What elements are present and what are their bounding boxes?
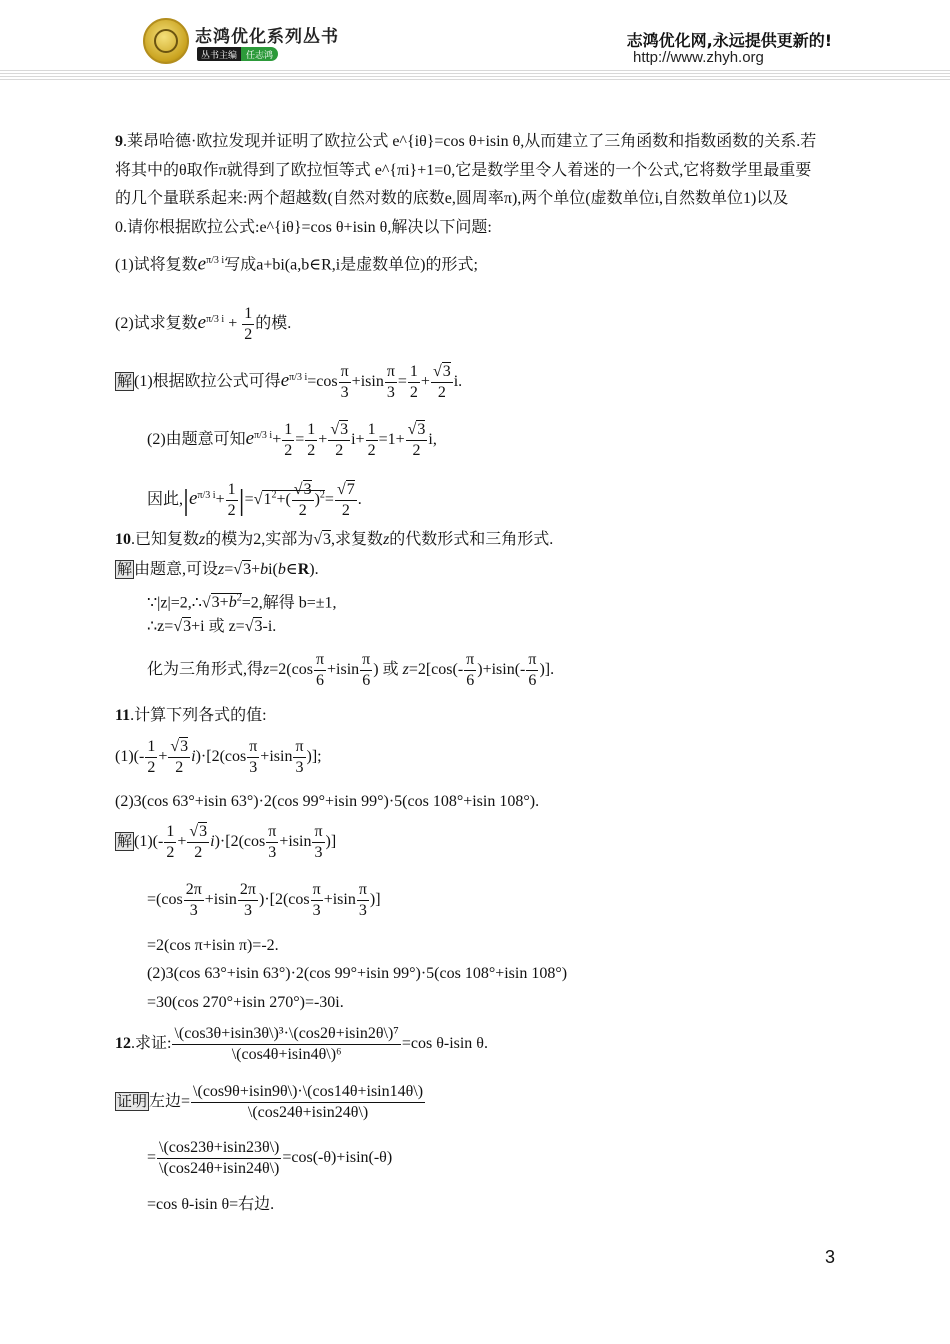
p12-proof1 xyxy=(115,1082,426,1123)
p10-s4-prefix: 化为三角形式,得 xyxy=(147,661,264,679)
p10-s2-prefix: ∵|z|=2,∴ xyxy=(147,594,202,612)
p9-stem-line1 xyxy=(115,132,816,152)
p10-stem-c: ,求复数 xyxy=(331,531,384,548)
editor-bar xyxy=(197,47,292,61)
p12-s2-suffix: =cos(-θ)+isin(-θ) xyxy=(282,1149,393,1167)
solution-label: 解 xyxy=(117,560,133,578)
p12-stem-fraction: $\frac{\text{\textbackslash{}(cos3θ+isin3θ\textbackslash{})³·\textbackslash{}(cos2θ+isin2θ\textbackslash{})⁷}}{\text{\textbackslash{}(cos4θ+isin4θ\textbackslash{})⁶}}$ xyxy=(174,1025,399,1063)
p11-solution1: 解 (1)(- $\frac{1}{2}$ + $\frac{√3}{2}$ i)·[2(cos $\frac{\pi}{3}$ +isin $\frac{\pi}{3}$ )] xyxy=(117,823,337,861)
site-slogan: 志鸿优化网,永远提供更新的! xyxy=(626,31,832,50)
p10-stem-b: 的模为2,实部为 xyxy=(205,531,314,548)
p9-question1: (1)试将复数$e^{\pi/3 i}$写成a+bi(a,b∈R,i是虚数单位)的形式; xyxy=(115,253,478,275)
editor-name: 任志鸿 xyxy=(241,47,278,61)
p9-solution3: 因此$,|e^{\pi/3 i}+$ $\frac{1}{2}$ $|=√1^2+$( $\frac{√3}{2}$ )$^2$= $\frac{√7}{2}$ . xyxy=(147,481,362,519)
p11-question2: (2)3(cos 63°+isin 63°)·2(cos 99°+isin 99°)·5(cos 108°+isin 108°). xyxy=(115,793,540,810)
p12-stem-prefix: .求证: xyxy=(131,1035,172,1053)
p12-proof2: = $\frac{\backslash(\cos 23\theta+isin23\theta\backslash)}{\backslash(\cos 24\theta+isin24\theta\backslash)}$ =cos(-θ)+isin(-θ) xyxy=(147,1139,393,1177)
p9-q1-suffix: 写成a+bi(a,b∈R,i是虚数单位)的形式; xyxy=(224,256,478,274)
p11-solution3: =2(cos π+isin π)=-2. xyxy=(147,937,279,954)
p10-number: 10 xyxy=(115,531,131,548)
p11-solution2: =(cos $\frac{2\pi}{3}$ +isin $\frac{2\pi}{3}$ )·[2(cos $\frac{\pi}{3}$ +isin $\frac{\pi}{3}$ )] xyxy=(147,881,381,919)
p9-stem-line2: 将其中的θ取作π就得到了欧拉恒等式 e^{πi}+1=0,它是数学里令人着迷的一个公式,它将数学里最重要 xyxy=(115,162,812,179)
p10-solution4: 化为三角形式,得z=2(cos $\frac{\pi}{6}$ +isin $\frac{\pi}{6}$ ) 或 z=2[cos(- $\frac{\pi}{6}$ )+isin(- $\frac{\pi}{6}$ )]. xyxy=(147,651,555,689)
p10-solution2: $\because|z|=2,\therefore√3+b^2=2$,解得 b=±1, xyxy=(147,593,337,612)
proof-label: 证明 xyxy=(117,1092,148,1111)
p9-stem-line3: 的几个量联系起来:两个超越数(自然对数的底数e,圆周率π),两个单位(虚数单位i,自然数单位1)以及 xyxy=(115,190,789,207)
p12-s1-prefix: 左边= xyxy=(149,1093,191,1111)
p9-s3-prefix: 因此, xyxy=(147,491,184,509)
p12-proof3: =cos θ-isin θ=右边. xyxy=(147,1196,275,1213)
solution-label: 解 xyxy=(117,832,133,851)
p10-stem-a: .已知复数 xyxy=(131,531,200,548)
p9-s2-prefix: (2)由题意可知 xyxy=(147,431,246,449)
p9-solution2: (2)由题意可知$e^{\pi/3 i}+$ $\frac{1}{2}$ = $\frac{1}{2}$ + $\frac{√3}{2}$ i+ $\frac{1}{2}$ =1+ $\frac{√3}{2}$ i, xyxy=(147,421,437,459)
p12-number: 12 xyxy=(115,1035,131,1053)
solution-label: 解 xyxy=(117,372,133,391)
p10-solution3: ∴z=√3+i 或 z=√3-i. xyxy=(147,618,277,635)
p11-stem-text: .计算下列各式的值: xyxy=(130,707,267,724)
p9-q2-prefix: (2)试求复数 xyxy=(115,315,198,333)
p11-question1: (1)(- $\frac{1}{2}$ + $\frac{√3}{2}$ i)·[2(cos $\frac{\pi}{3}$ +isin $\frac{\pi}{3}$ )]; xyxy=(115,738,322,776)
p10-s1-text: 由题意,可设 xyxy=(134,561,219,578)
editor-label: 丛书主编 xyxy=(197,47,241,61)
p10-s2-suffix: =2,解得 b=±1, xyxy=(241,594,337,612)
series-logo xyxy=(143,18,189,64)
p9-q2-suffix: 的模. xyxy=(255,315,292,333)
p11-solution4: (2)3(cos 63°+isin 63°)·2(cos 99°+isin 99°)·5(cos 108°+isin 108°) xyxy=(147,965,568,982)
p10-stem-d: 的代数形式和三角形式. xyxy=(389,531,554,548)
p9-stem-line4: 0.请你根据欧拉公式:e^{iθ}=cos θ+isin θ,解决以下问题: xyxy=(115,219,492,236)
p11-number: 11 xyxy=(115,707,131,724)
series-title: 志鸿优化系列丛书 xyxy=(195,27,339,47)
p12-s1-fraction: $\frac{\backslash(\cos 9\theta+isin9\theta\backslash)\cdot\backslash(\cos 14\theta+isin14\theta\backslash)}{\backslash(\cos 24\theta+isin24\theta\backslash)}$ xyxy=(193,1083,424,1121)
p12-stem xyxy=(115,1024,488,1065)
frac-one-half: $\frac{1}{2}$ xyxy=(244,305,253,343)
page-number: 3 xyxy=(824,1247,835,1267)
p9-solution1: 解 (1)根据欧拉公式可得$e^{\pi/3 i}=\cos$ $\frac{\pi}{3}$ +isin $\frac{\pi}{3}$ = $\frac{1}{2}$ + $\frac{√3}{2}$ i. xyxy=(117,363,463,401)
p12-stem-suffix: =cos θ-isin θ. xyxy=(401,1035,488,1053)
p9-s1-prefix: (1)根据欧拉公式可得 xyxy=(134,373,281,391)
header-rule xyxy=(0,70,950,82)
p10-s3-a: ∴z= xyxy=(147,618,174,635)
p12-s2-fraction: $\frac{\backslash(\cos 23\theta+isin23\theta\backslash)}{\backslash(\cos 24\theta+isin24\theta\backslash)}$ xyxy=(159,1139,280,1177)
p11-stem xyxy=(115,706,267,726)
p9-question2: (2)试求复数$e^{\pi/3 i}$ + $\frac{1}{2}$ 的模. xyxy=(115,305,292,343)
p10-stem: 10.已知复数z的模为2,实部为√3,求复数z的代数形式和三角形式. xyxy=(115,531,554,548)
p9-q1-prefix: (1)试将复数 xyxy=(115,256,198,274)
p9-stem-text1: .莱昂哈德·欧拉发现并证明了欧拉公式 e^{iθ}=cos θ+isin θ,从而建立了三角函数和指数函数的关系.若 xyxy=(123,133,817,150)
p10-solution1: 解 由题意,可设z=√3+bi(b∈R). xyxy=(117,560,319,578)
site-url[interactable]: http://www.zhyh.org xyxy=(633,49,764,66)
p10-s3-b: +i 或 z= xyxy=(191,618,245,635)
p11-solution5: =30(cos 270°+isin 270°)=-30i. xyxy=(147,994,344,1011)
p9-number: 9 xyxy=(115,133,123,150)
p10-s3-c: -i. xyxy=(262,618,277,635)
